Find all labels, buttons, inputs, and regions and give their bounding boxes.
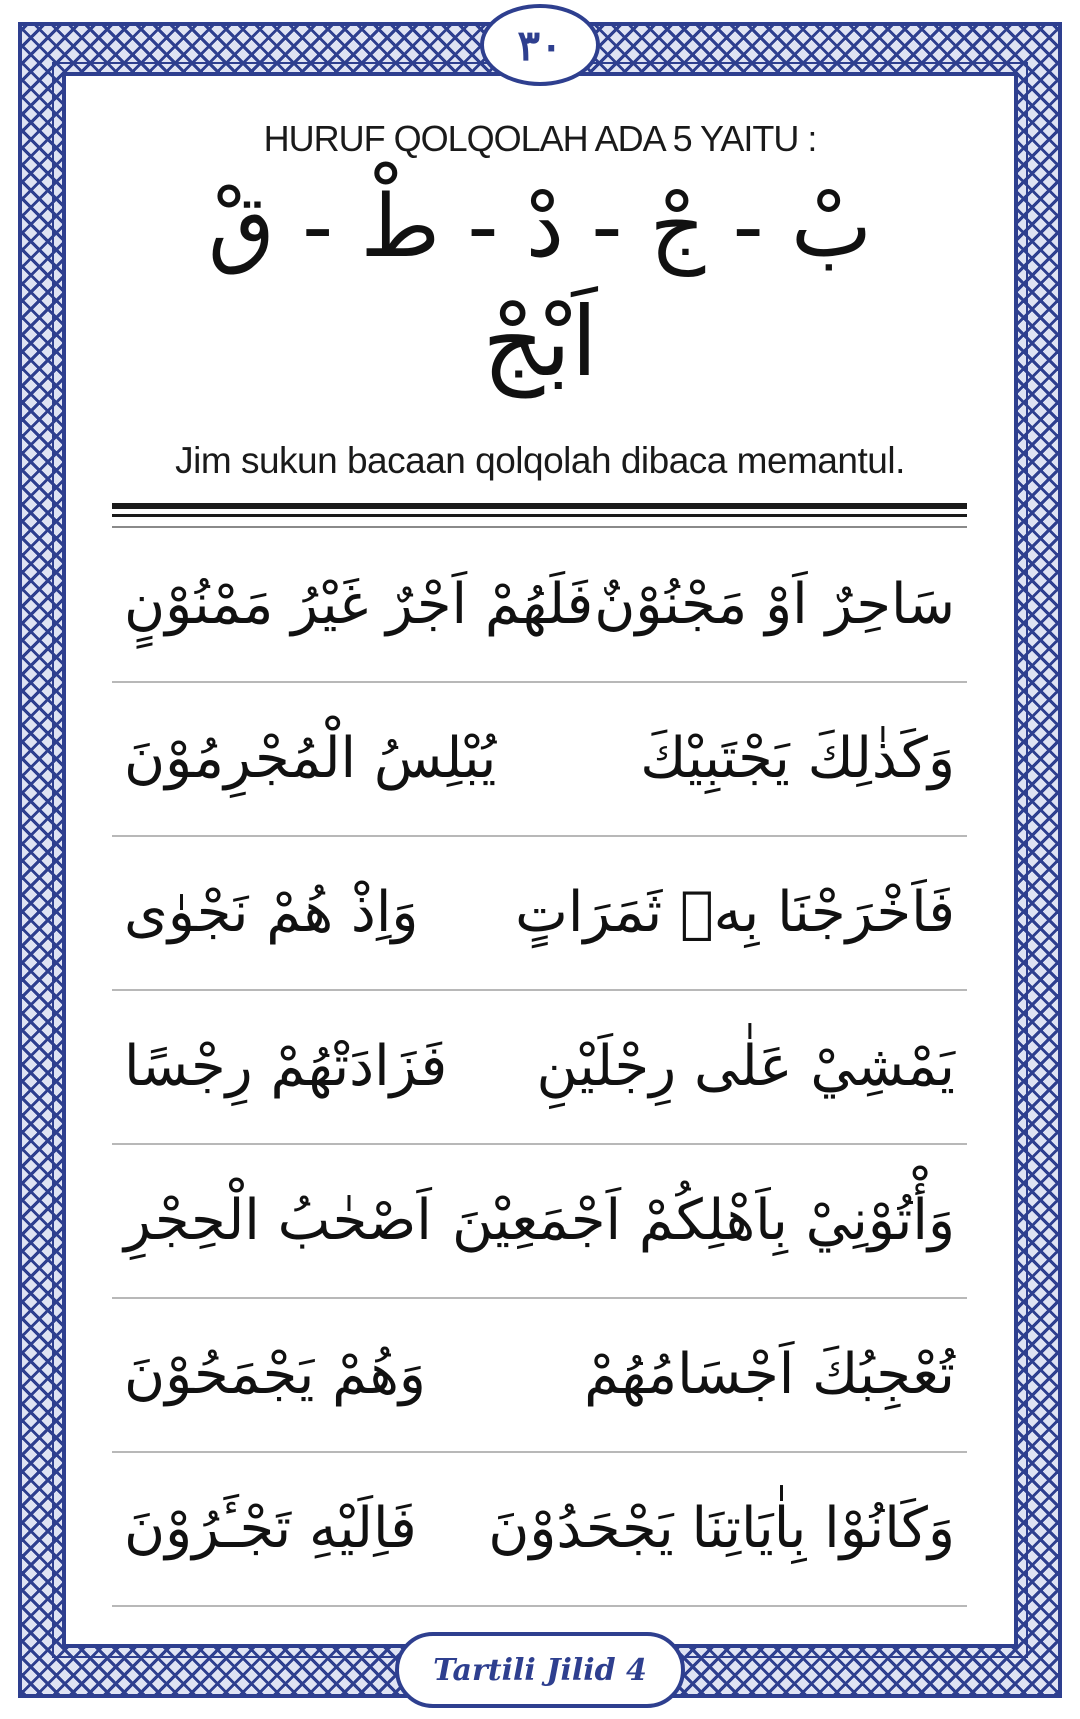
exercise-row bbox=[112, 683, 967, 837]
phrase-left: يُبْلِسُ الْمُجْرِمُوْنَ bbox=[124, 726, 497, 792]
page-number-badge bbox=[480, 4, 600, 86]
phrase-right: سَاحِرٌ اَوْ مَجْنُوْنٌ bbox=[594, 572, 955, 638]
phrase-left: فَلَهُمْ اَجْرٌ غَيْرُ مَمْنُوْنٍ bbox=[124, 572, 594, 638]
exercise-row bbox=[112, 529, 967, 683]
exercise-row bbox=[112, 991, 967, 1145]
page-heading: HURUF QOLQOLAH ADA 5 YAITU : bbox=[263, 118, 817, 159]
divider-medium bbox=[112, 514, 967, 517]
exercise-list bbox=[112, 529, 967, 1607]
book-title-badge bbox=[395, 1632, 685, 1708]
exercise-row bbox=[112, 837, 967, 991]
phrase-right: وَأْتُوْنِيْ بِاَهْلِكُمْ اَجْمَعِيْنَ bbox=[452, 1188, 955, 1254]
phrase-right: وَكَذٰلِكَ يَجْتَبِيْكَ bbox=[640, 726, 955, 792]
exercise-row bbox=[112, 1453, 967, 1607]
phrase-right: تُعْجِبُكَ اَجْسَامُهُمْ bbox=[584, 1342, 955, 1408]
phrase-left: وَاِذْ هُمْ نَجْوٰى bbox=[124, 880, 419, 946]
phrase-right: وَكَانُوْا بِاٰيَاتِنَا يَجْحَدُوْنَ bbox=[488, 1496, 955, 1562]
phrase-left: فَاِلَيْهِ تَجْـَٔرُوْنَ bbox=[124, 1496, 417, 1562]
exercise-row bbox=[112, 1145, 967, 1299]
example-word: اَبْجْ bbox=[482, 286, 598, 398]
divider-thin bbox=[112, 526, 967, 528]
phrase-right: يَمْشِيْ عَلٰى رِجْلَيْنِ bbox=[536, 1034, 955, 1100]
qolqolah-letters: بْ - جْ - دْ - طْ - قْ bbox=[208, 177, 872, 277]
exercise-row bbox=[112, 1299, 967, 1453]
phrase-right: فَاَخْرَجْنَا بِهٖ ثَمَرَاتٍ bbox=[515, 880, 955, 946]
phrase-left: وَهُمْ يَجْمَحُوْنَ bbox=[124, 1342, 426, 1408]
book-title: Tartili Jilid 4 bbox=[433, 1652, 647, 1688]
page-number: ٣٠ bbox=[517, 20, 563, 70]
divider-thick bbox=[112, 503, 967, 509]
phrase-left: اَصْحٰبُ الْحِجْرِ bbox=[124, 1188, 432, 1254]
explanation-note: Jim sukun bacaan qolqolah dibaca memantul. bbox=[175, 440, 905, 481]
phrase-left: فَزَادَتْهُمْ رِجْسًا bbox=[124, 1034, 448, 1100]
